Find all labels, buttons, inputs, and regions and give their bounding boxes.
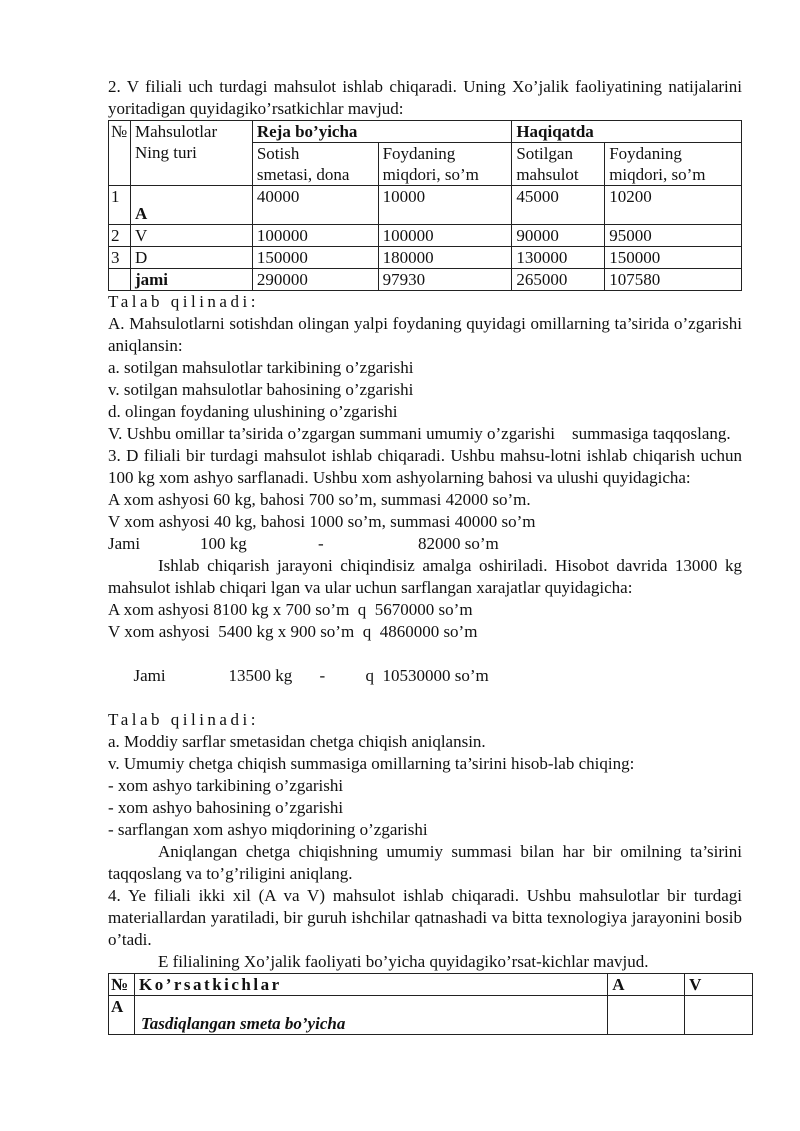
total-sum: q 10530000 so’m: [365, 666, 489, 685]
cell-value: 290000: [252, 269, 378, 291]
task2-requirement-a: A. Mahsulotlarni sotishdan olingan yalpi foydaning quyidagi omillarning ta’sirida o’zgarishi aniqlansin:: [108, 314, 742, 355]
cell-no: 3: [109, 247, 131, 269]
subheader-plan-profit: [378, 143, 512, 186]
subheader-line: mahsulot: [516, 165, 579, 184]
task2-item-a: a. sotilgan mahsulotlar tarkibining o’zgarishi: [108, 358, 414, 377]
task3-factor-3: - sarflangan xom ashyo miqdorining o’zgarishi: [108, 820, 428, 839]
cell-value: 107580: [605, 269, 742, 291]
task3-requirement-a: a. Moddiy sarflar smetasidan chetga chiqish aniqlansin.: [108, 732, 486, 751]
table-header-products: [130, 121, 252, 186]
cell-value: 95000: [605, 225, 742, 247]
table-header-v: V: [685, 974, 753, 996]
task3-requirement-v: v. Umumiy chetga chiqish summasiga omillarning ta’sirini hisob-lab chiqing:: [108, 754, 635, 773]
table-row: [109, 186, 742, 225]
table-header-indicators: Ko’rsatkichlar: [134, 974, 607, 996]
cell-value: 180000: [378, 247, 512, 269]
task3-line-a: A xom ashyosi 60 kg, bahosi 700 so’m, summasi 42000 so’m.: [108, 490, 531, 509]
cell-value: 265000: [512, 269, 605, 291]
cell-value: 130000: [512, 247, 605, 269]
subheader-sold-products: [512, 143, 605, 186]
task4-table: [108, 973, 753, 1035]
subheader-line: miqdori, so’m: [609, 165, 706, 184]
cell-value: 150000: [605, 247, 742, 269]
table-header-products-line2: Ning turi: [134, 143, 197, 162]
table-header-plan: Reja bo’yicha: [252, 121, 511, 143]
total-weight: 13500 kg: [228, 666, 293, 685]
cell-no: [109, 269, 131, 291]
task3-total-line: [108, 533, 742, 555]
cell-value: 10000: [378, 186, 512, 225]
total-weight: 100 kg: [200, 534, 247, 553]
task2-item-v: v. sotilgan mahsulotlar bahosining o’zgarishi: [108, 380, 414, 399]
cell-value: [685, 996, 753, 1035]
cell-name: jami: [130, 269, 252, 291]
cell-value: 100000: [252, 225, 378, 247]
cell-value: 97930: [378, 269, 512, 291]
table-header-no: №: [109, 121, 131, 186]
cell-value: 150000: [252, 247, 378, 269]
total-dash: -: [318, 534, 324, 553]
cell-name: A: [130, 186, 252, 225]
total-dash: -: [319, 666, 326, 685]
table-header-no: №: [109, 974, 135, 996]
task3-factor-1: - xom ashyo tarkibining o’zgarishi: [108, 776, 344, 795]
cell-name: V: [130, 225, 252, 247]
total-label: Jami: [108, 534, 141, 553]
cell-name: D: [130, 247, 252, 269]
task2-table: [108, 120, 742, 291]
cell-value: 10200: [605, 186, 742, 225]
table-row: [109, 225, 742, 247]
cell-value: 40000: [252, 186, 378, 225]
subheader-line: Foydaning: [609, 144, 682, 163]
subheader-sales-estimate: [252, 143, 378, 186]
total-sum: 82000 so’m: [418, 534, 499, 553]
task2-requirement-v: V. Ushbu omillar ta’sirida o’zgargan summani umumiy o’zgarishi summasiga taqqoslang.: [108, 424, 731, 443]
task3-factor-2: - xom ashyo bahosining o’zgarishi: [108, 798, 344, 817]
cell-no: 1: [109, 186, 131, 225]
task3-line-v2: V xom ashyosi 5400 kg x 900 so’m q 4860000 so’m: [108, 622, 478, 641]
task3-intro: 3. D filiali bir turdagi mahsulot ishlab chiqaradi. Ushbu mahsu-lotni ishlab chiqarish uchun 100 kg xom ashyo sarflanadi. Ushbu xom ashyolarning bahosi va ulushi quyidagicha:: [108, 446, 742, 487]
task3-line-a2: A xom ashyosi 8100 kg x 700 so’m q 5670000 so’m: [108, 600, 473, 619]
subheader-line: Foydaning: [382, 144, 456, 163]
cell-value: 90000: [512, 225, 605, 247]
task4-intro: 4. Ye filiali ikki xil (A va V) mahsulot ishlab chiqaradi. Ushbu mahsulotlar bir turdagi materiallardan yaratiladi, bir guruh ishchilar qatnashadi va bitta texnologiya jarayonini bosib o’tadi.: [108, 886, 742, 949]
task3-requirement-heading: Talab qilinadi:: [108, 710, 259, 729]
task3-total-line-2: [108, 643, 742, 709]
cell-value: [608, 996, 685, 1035]
task2-requirement-heading: Talab qilinadi:: [108, 292, 259, 311]
cell-label: Tasdiqlangan smeta bo’yicha: [134, 996, 607, 1035]
subheader-line: smetasi, dona: [256, 165, 350, 184]
cell-value: 45000: [512, 186, 605, 225]
total-label: Jami: [133, 666, 166, 685]
subheader-line: Sotish: [256, 144, 300, 163]
cell-value: 100000: [378, 225, 512, 247]
cell-no: A: [109, 996, 135, 1035]
task2-item-d: d. olingan foydaning ulushining o’zgarishi: [108, 402, 398, 421]
task2-intro: 2. V filiali uch turdagi mahsulot ishlab chiqaradi. Uning Xo’jalik faoliyatining natijalarini yoritadigan quyidagiko’rsatkichlar mavjud:: [108, 77, 742, 118]
table-row: [109, 247, 742, 269]
subheader-line: Sotilgan: [516, 144, 573, 163]
cell-no: 2: [109, 225, 131, 247]
task3-paragraph: Ishlab chiqarish jarayoni chiqindisiz amalga oshiriladi. Hisobot davrida 13000 kg mahsulot ishlab chiqari lgan va ular uchun sarflangan xarajatlar quyidagicha:: [108, 556, 742, 597]
table-row: [109, 996, 753, 1035]
task4-paragraph: E filialining Xo’jalik faoliyati bo’yicha quyidagiko’rsat-kichlar mavjud.: [158, 952, 649, 971]
subheader-actual-profit: [605, 143, 742, 186]
task3-closing: Aniqlangan chetga chiqishning umumiy summasi bilan har bir omilning ta’sirini taqqoslang va to’g’riligini aniqlang.: [108, 842, 742, 883]
table-row-total: [109, 269, 742, 291]
document-body: [108, 76, 742, 1035]
table-header-actual: Haqiqatda: [512, 121, 742, 143]
subheader-line: miqdori, so’m: [382, 165, 479, 184]
table-header-a: A: [608, 974, 685, 996]
task3-line-v: V xom ashyosi 40 kg, bahosi 1000 so’m, summasi 40000 so’m: [108, 512, 536, 531]
table-header-products-line1: Mahsulotlar: [134, 122, 218, 141]
